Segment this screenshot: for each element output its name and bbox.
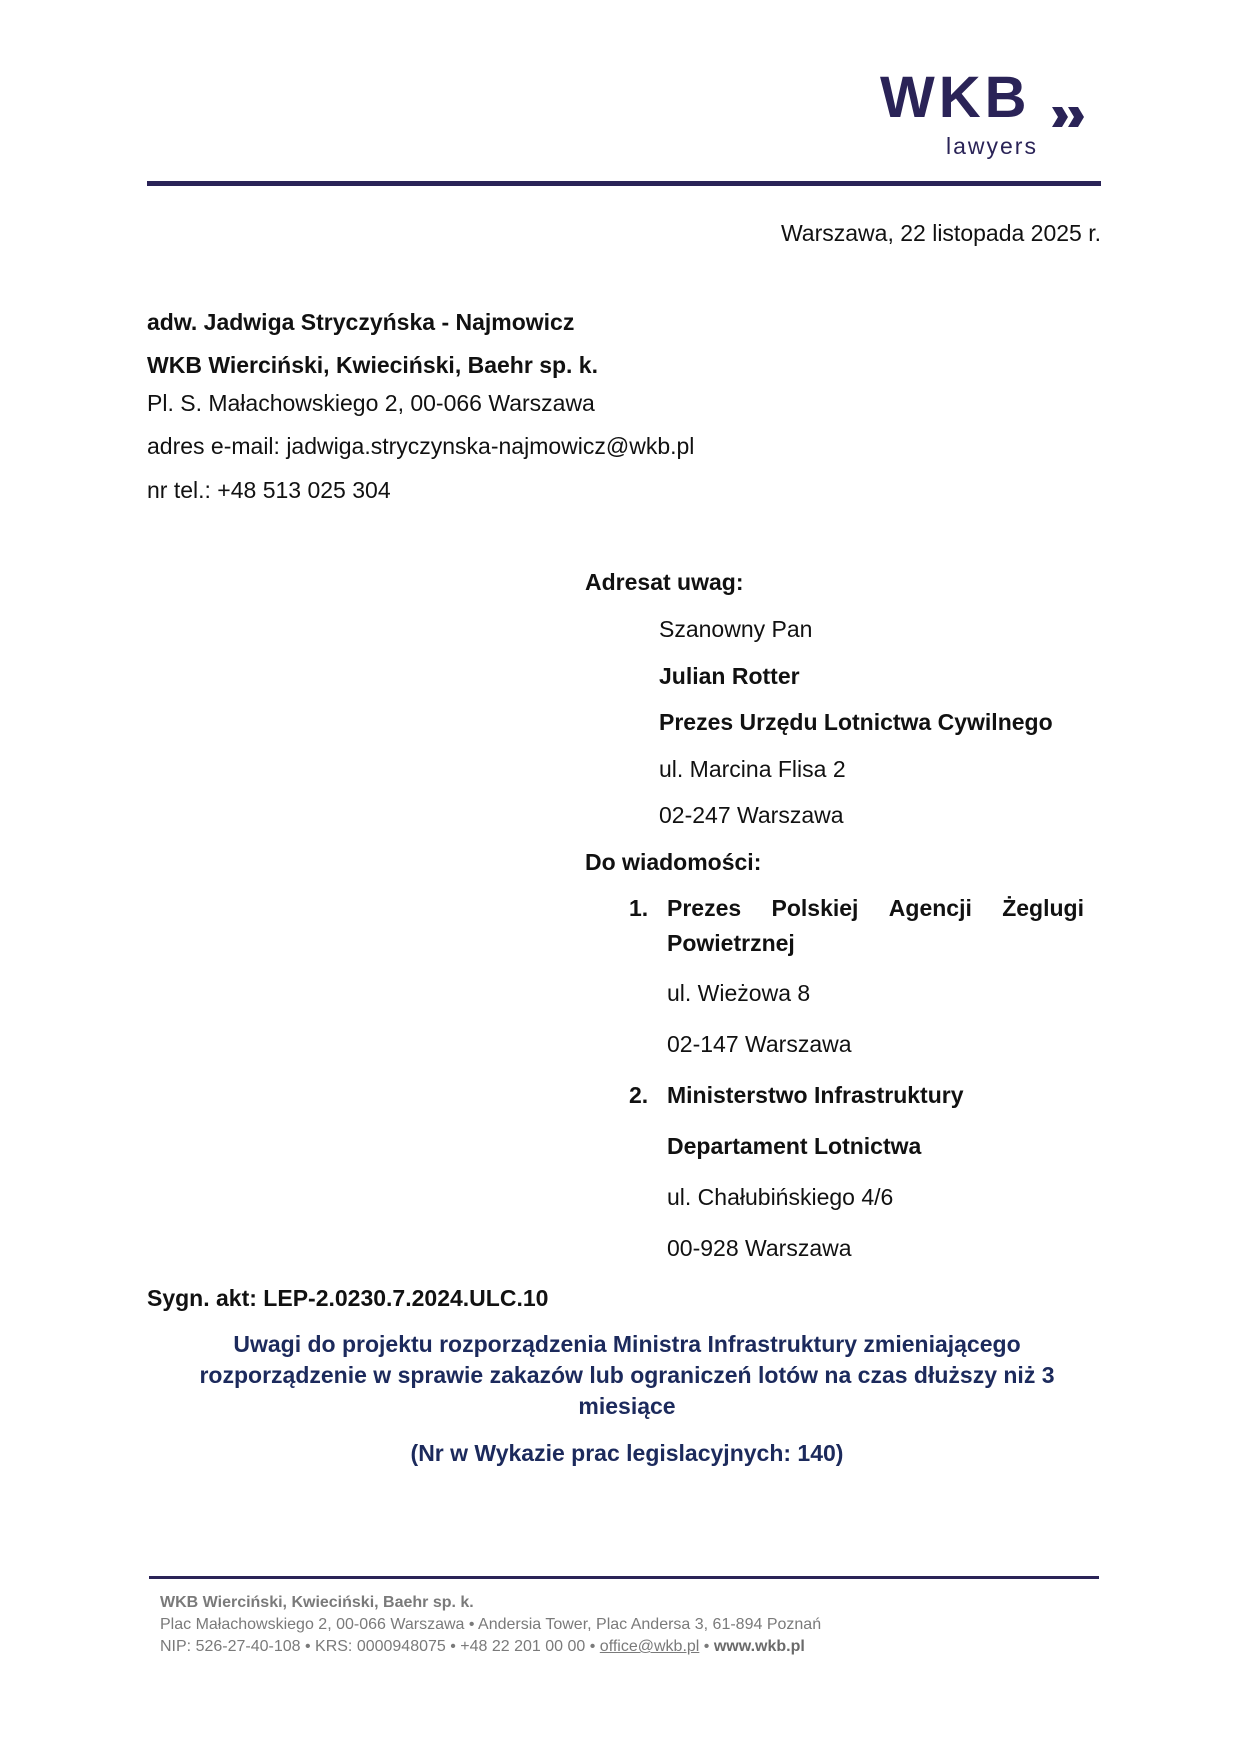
logo-wordmark: WKB <box>880 65 1031 130</box>
footer-website[interactable]: www.wkb.pl <box>713 1638 805 1655</box>
cc-item-2-department: Departament Lotnictwa <box>667 1133 922 1159</box>
cc-item-1-word: Żeglugi <box>1002 895 1084 921</box>
cc-item-number: 1. <box>629 895 649 921</box>
sender-firm: WKB Wierciński, Kwieciński, Baehr sp. k. <box>147 352 598 378</box>
footer-email-link[interactable]: office@wkb.pl <box>599 1638 700 1655</box>
logo-subtitle: lawyers <box>946 133 1038 159</box>
addressee-position: Prezes Urzędu Lotnictwa Cywilnego <box>659 709 1053 735</box>
case-reference: Sygn. akt: LEP-2.0230.7.2024.ULC.10 <box>147 1285 549 1311</box>
double-chevron-icon <box>1050 104 1086 138</box>
cc-heading: Do wiadomości: <box>585 849 762 875</box>
addressee-city: 02-247 Warszawa <box>659 802 844 828</box>
cc-item-2-street: ul. Chałubińskiego 4/6 <box>667 1184 894 1210</box>
addressee-name: Julian Rotter <box>659 663 800 689</box>
header-divider <box>147 181 1101 186</box>
cc-item-1-word: Prezes <box>667 895 742 921</box>
cc-item-1-street: ul. Wieżowa 8 <box>667 980 811 1006</box>
document-date: Warszawa, 22 listopada 2025 r. <box>780 220 1101 246</box>
cc-item-1-word: Agencji <box>888 895 972 921</box>
cc-item-1-word: Polskiej <box>771 895 859 921</box>
cc-item-1-title-line <box>667 894 1084 922</box>
document-title-line: rozporządzenie w sprawie zakazów lub ograniczeń lotów na czas dłuższy niż 3 <box>199 1362 1055 1388</box>
addressee-salutation: Szanowny Pan <box>659 616 813 642</box>
cc-item-number: 2. <box>629 1082 649 1108</box>
addressee-street: ul. Marcina Flisa 2 <box>659 756 846 782</box>
sender-email: adres e-mail: jadwiga.stryczynska-najmowicz@wkb.pl <box>147 433 695 459</box>
document-title-line: miesiące <box>578 1393 676 1419</box>
footer-divider <box>149 1576 1099 1579</box>
footer-firm: WKB Wierciński, Kwieciński, Baehr sp. k. <box>160 1594 474 1611</box>
cc-item-1-title-line2: Powietrznej <box>667 930 795 956</box>
footer-contact <box>160 1636 805 1658</box>
footer-separator: • <box>703 1638 710 1655</box>
sender-phone: nr tel.: +48 513 025 304 <box>147 477 391 503</box>
cc-item-1-city: 02-147 Warszawa <box>667 1031 852 1057</box>
footer-ids: NIP: 526-27-40-108 • KRS: 0000948075 • +48 22 201 00 00 • <box>160 1638 596 1655</box>
cc-item-2-city: 00-928 Warszawa <box>667 1235 852 1261</box>
addressee-heading: Adresat uwag: <box>585 569 744 595</box>
document-subtitle: (Nr w Wykazie prac legislacyjnych: 140) <box>410 1440 844 1466</box>
cc-item-2-title: Ministerstwo Infrastruktury <box>667 1082 964 1108</box>
sender-name: adw. Jadwiga Stryczyńska - Najmowicz <box>147 309 575 335</box>
footer-addresses: Plac Małachowskiego 2, 00-066 Warszawa • Andersia Tower, Plac Andersa 3, 61-894 Poznań <box>160 1616 822 1633</box>
document-title-line: Uwagi do projektu rozporządzenia Ministra Infrastruktury zmieniającego <box>233 1331 1021 1357</box>
document-title <box>160 1329 1094 1422</box>
sender-address: Pl. S. Małachowskiego 2, 00-066 Warszawa <box>147 390 595 416</box>
